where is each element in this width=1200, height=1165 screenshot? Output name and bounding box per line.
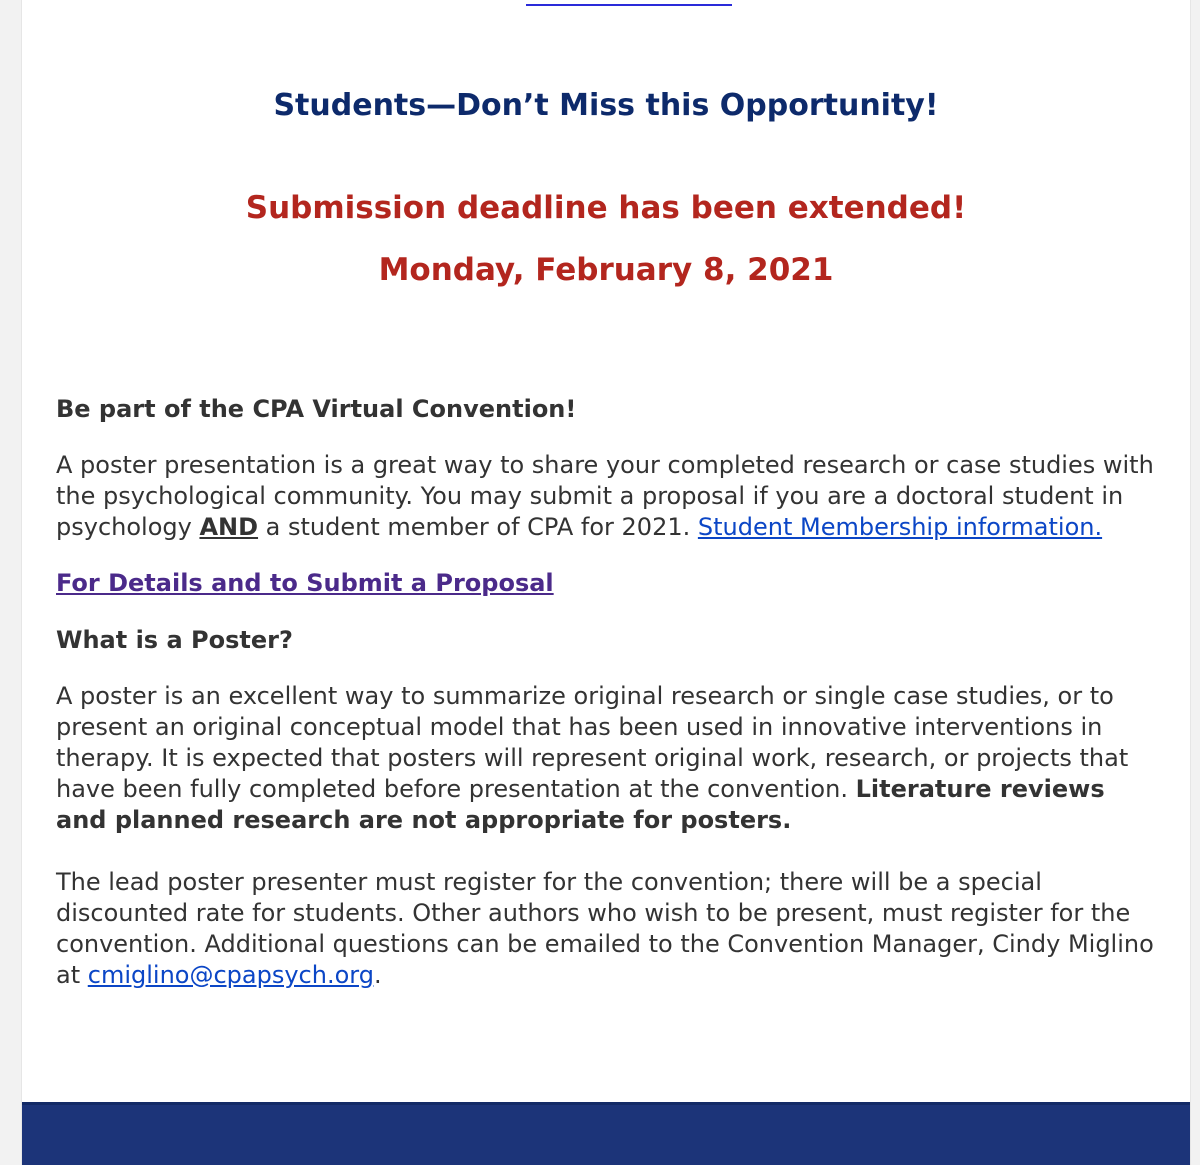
registration-end-punct: . bbox=[373, 961, 382, 989]
registration-text: The lead poster presenter must register for the convention; there will be a special discounted rate for students. Other authors who wish to be present, must register for the convention. Additional questions can be emailed to the Convention Manager, Cindy Miglino at bbox=[56, 868, 1154, 989]
headline-deadline-date: Monday, February 8, 2021 bbox=[378, 252, 834, 288]
definition-bold-warning: Literature reviews and planned research are not appropriate for posters. bbox=[56, 775, 1105, 834]
intro-text-2: a student member of CPA for 2021. bbox=[258, 513, 698, 541]
top-link-underline[interactable] bbox=[526, 0, 732, 6]
details-submit-proposal-link[interactable]: For Details and to Submit a Proposal bbox=[56, 569, 554, 597]
convention-manager-email-link[interactable]: cmiglino@cpapsych.org bbox=[87, 961, 374, 989]
paragraph-poster-intro bbox=[56, 450, 1156, 543]
paragraph-poster-definition bbox=[56, 681, 1156, 836]
student-membership-link[interactable]: Student Membership information. bbox=[697, 513, 1103, 541]
headline-deadline-extended: Submission deadline has been extended! bbox=[245, 190, 967, 226]
paragraph-registration bbox=[56, 867, 1156, 991]
footer-band bbox=[22, 1102, 1190, 1165]
email-body bbox=[56, 394, 1156, 991]
headline-students: Students—Don’t Miss this Opportunity! bbox=[273, 88, 939, 123]
intro-and-emphasis: AND bbox=[199, 513, 259, 541]
section-heading-what-is-poster: What is a Poster? bbox=[56, 626, 293, 654]
section-heading-convention: Be part of the CPA Virtual Convention! bbox=[56, 395, 577, 423]
email-card bbox=[21, 0, 1191, 1165]
intro-text-1: A poster presentation is a great way to share your completed research or case studies with the psychological community. You may submit a proposal if you are a doctoral student in psychology bbox=[56, 451, 1154, 541]
definition-text: A poster is an excellent way to summarize original research or single case studies, or to present an original conceptual model that has been used in innovative interventions in therapy. It is expected that posters will represent original work, research, or projects that have been fully completed before presentation at the convention. bbox=[56, 682, 1129, 803]
cta-paragraph bbox=[56, 568, 1156, 599]
